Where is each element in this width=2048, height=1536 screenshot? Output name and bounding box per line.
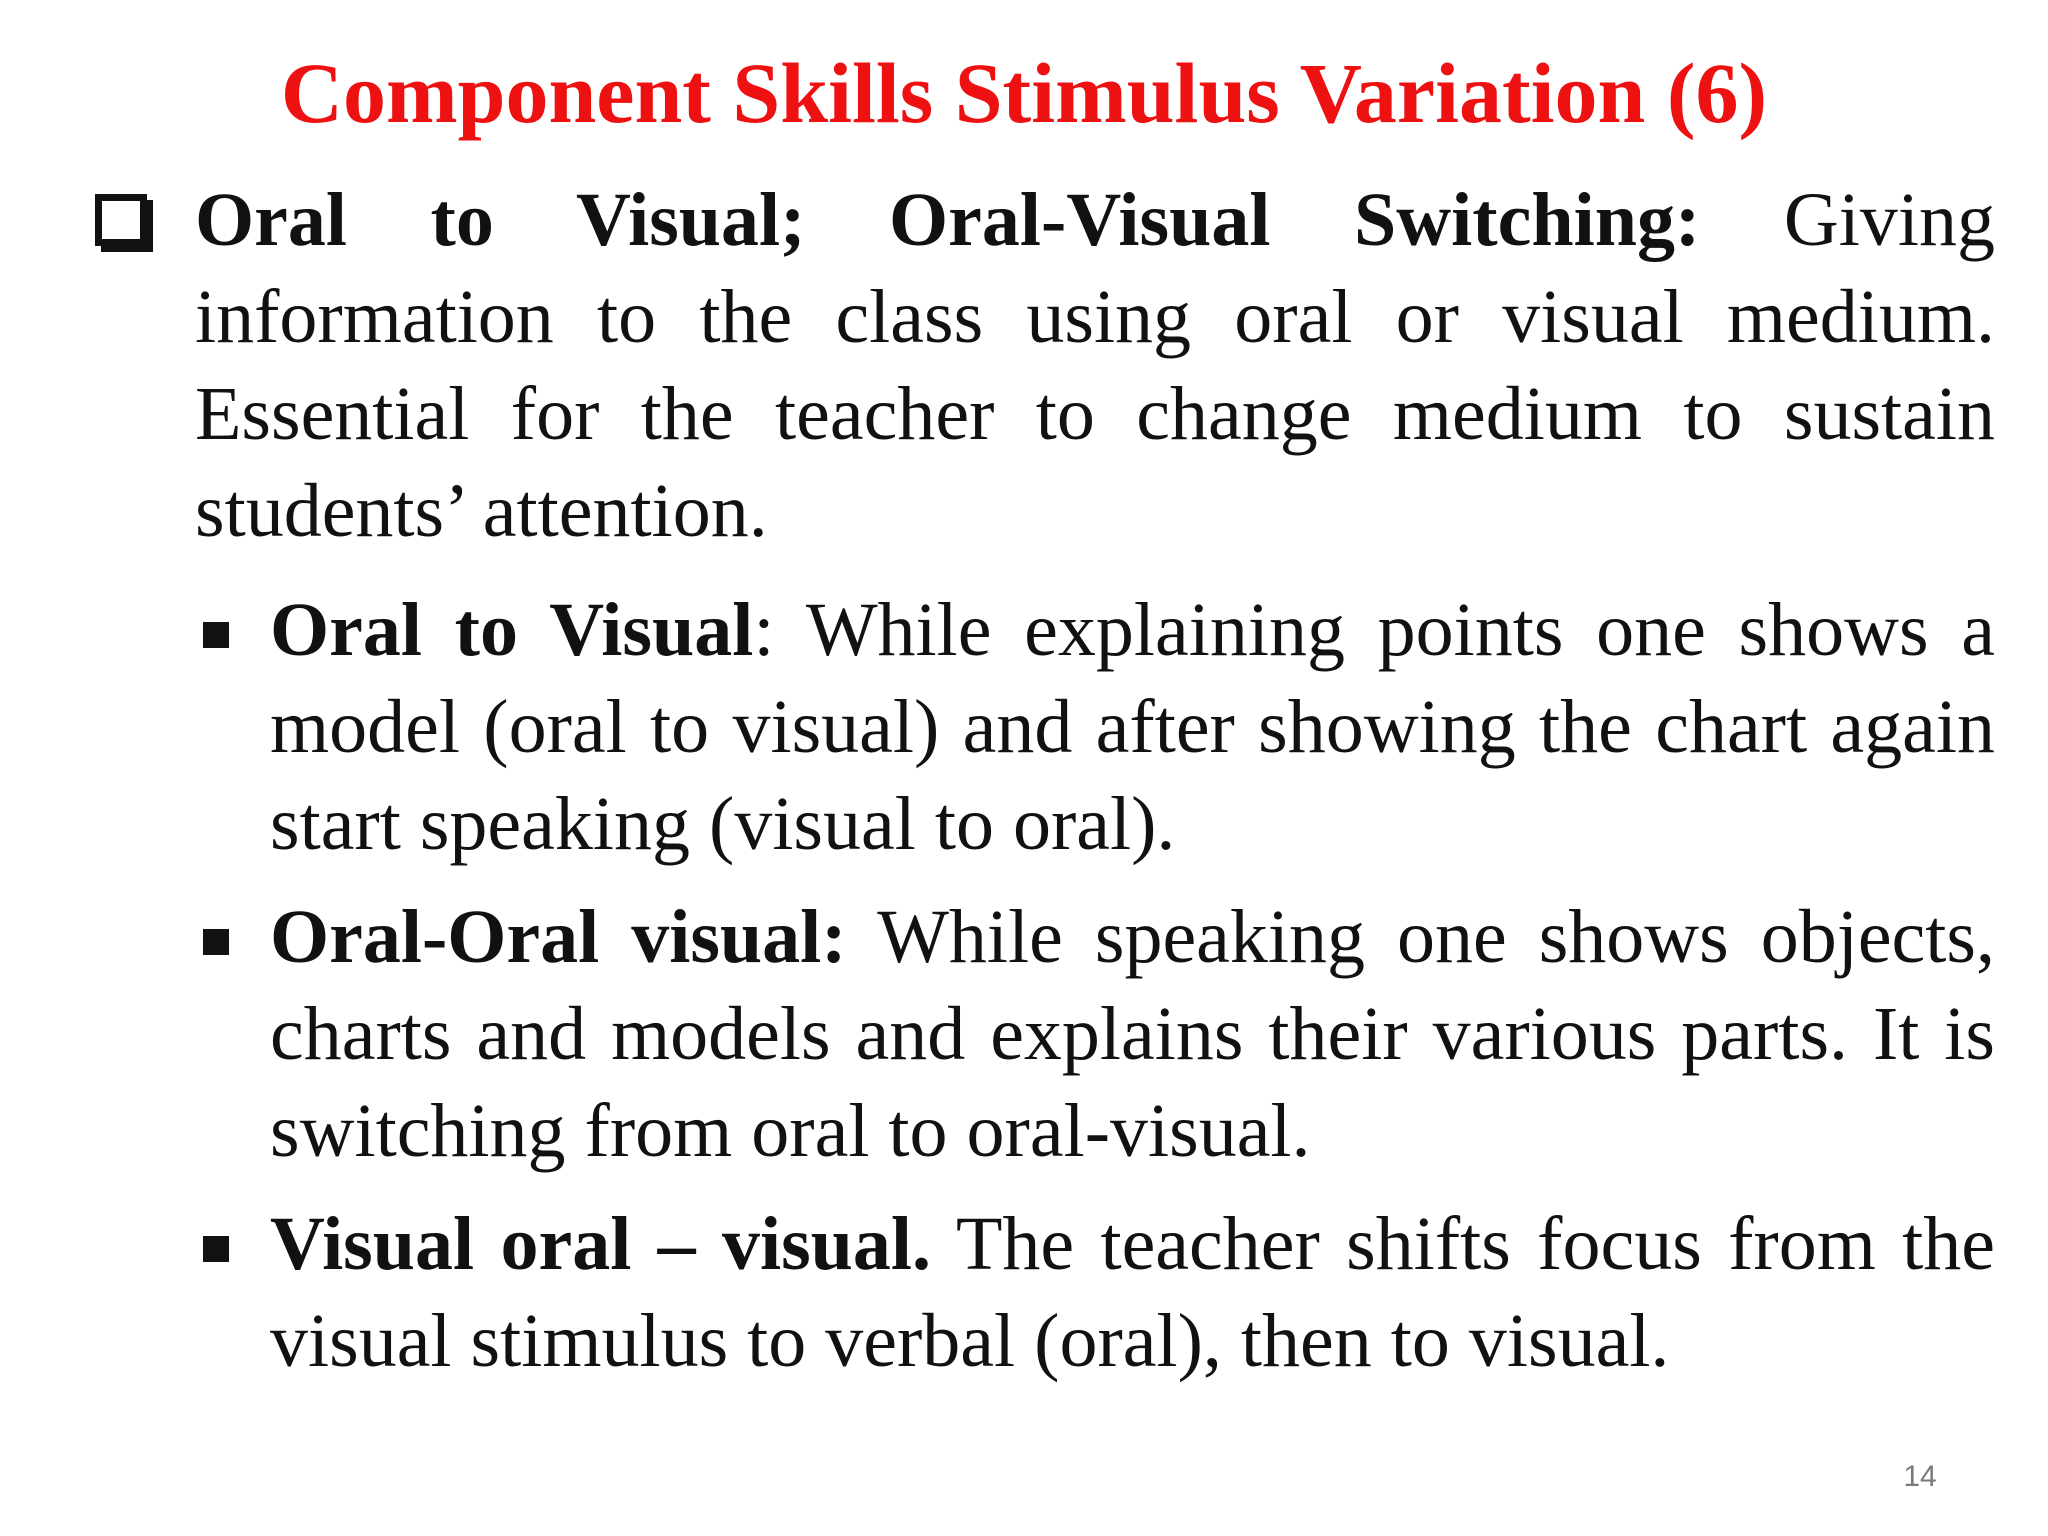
slide-body	[0, 172, 2048, 1406]
sub-point-text: The teacher shifts focus from the visual stimulus to verbal (oral), then to visual.	[270, 1202, 1995, 1383]
sub-point-separator	[847, 895, 878, 979]
sub-bullet-point	[270, 582, 1995, 873]
sub-point-separator: :	[753, 588, 806, 672]
filled-square-bullet-icon	[203, 1236, 229, 1262]
sub-point-label: Oral-Oral visual:	[270, 895, 847, 979]
sub-point-text: While speaking one shows objects, charts and models and explains their various parts. It is switching from oral to oral-visual.	[270, 895, 1995, 1173]
main-point-label: Oral to Visual; Oral-Visual Switching:	[195, 178, 1701, 262]
filled-square-bullet-icon	[203, 929, 229, 955]
page-number: 14	[1903, 1460, 1937, 1493]
sub-bullet-point	[270, 889, 1995, 1180]
hollow-square-bullet-icon	[95, 194, 147, 246]
main-point-body: Giving information to the class using oral or visual medium. Essential for the teacher to change medium to sustain students’ attention.	[195, 178, 1996, 553]
sub-point-separator	[931, 1202, 956, 1286]
sub-point-text: While explaining points one shows a model (oral to visual) and after showing the chart again start speaking (visual to oral).	[270, 588, 1995, 866]
main-bullet-point	[195, 172, 1995, 560]
slide-title: Component Skills Stimulus Variation (6)	[280, 45, 1768, 141]
sub-bullet-point	[270, 1196, 1995, 1390]
sub-bullet-list	[0, 582, 2048, 1390]
sub-point-label: Oral to Visual	[270, 588, 754, 672]
filled-square-bullet-icon	[203, 622, 229, 648]
sub-point-label: Visual oral – visual.	[270, 1202, 932, 1286]
